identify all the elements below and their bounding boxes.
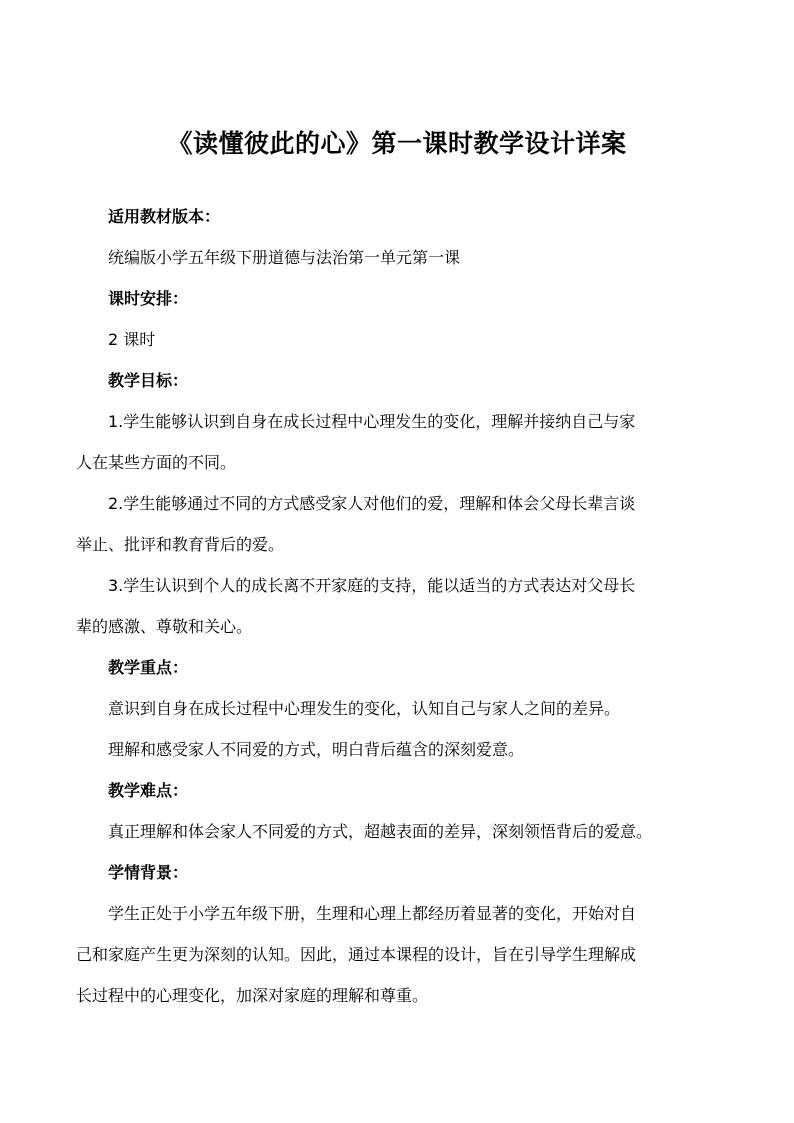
background-line1: 学生正处于小学五年级下册，生理和心理上都经历着显著的变化，开始对自 <box>108 904 637 923</box>
objective-2-line1: 2.学生能够通过不同的方式感受家人对他们的爱，理解和体会父母长辈言谈 <box>108 494 636 513</box>
background-paragraph <box>0 893 724 1016</box>
objective-1-line1: 1.学生能够认识到自身在成长过程中心理发生的变化，理解并接纳自己与家 <box>108 412 636 431</box>
objective-item <box>0 483 724 565</box>
objective-1-line2: 人在某些方面的不同。 <box>76 453 237 472</box>
textbook-text: 统编版小学五年级下册道德与法治第一单元第一课 <box>108 248 461 267</box>
key-point-item: 理解和感受家人不同爱的方式，明白背后蕴含的深刻爱意。 <box>108 740 525 759</box>
objective-3-line2: 辈的感激、尊敬和关心。 <box>76 617 253 636</box>
objective-3-line1: 3.学生认识到个人的成长离不开家庭的支持，能以适当的方式表达对父母长 <box>108 576 636 595</box>
background-heading: 学情背景： <box>108 863 189 882</box>
textbook-heading: 适用教材版本： <box>108 207 221 226</box>
objective-2-line2: 举止、批评和教育背后的爱。 <box>76 535 285 554</box>
background-line3: 长过程中的心理变化，加深对家庭的理解和尊重。 <box>76 986 429 1005</box>
schedule-text: 2 课时 <box>108 330 156 349</box>
objectives-heading: 教学目标： <box>108 371 189 390</box>
objective-item <box>0 565 724 647</box>
key-points-heading: 教学重点： <box>108 658 189 677</box>
difficulties-text: 真正理解和体会家人不同爱的方式，超越表面的差异，深刻领悟背后的爱意。 <box>108 822 653 841</box>
document-body <box>76 196 724 1016</box>
key-point-item: 意识到自身在成长过程中心理发生的变化，认知自己与家人之间的差异。 <box>108 699 621 718</box>
difficulties-heading: 教学难点： <box>108 781 189 800</box>
document-title: 《读懂彼此的心》第一课时教学设计详案 <box>167 129 627 158</box>
schedule-heading: 课时安排： <box>108 289 189 308</box>
background-line2: 己和家庭产生更为深刻的认知。因此，通过本课程的设计，旨在引导学生理解成 <box>76 945 637 964</box>
objective-item <box>0 401 724 483</box>
